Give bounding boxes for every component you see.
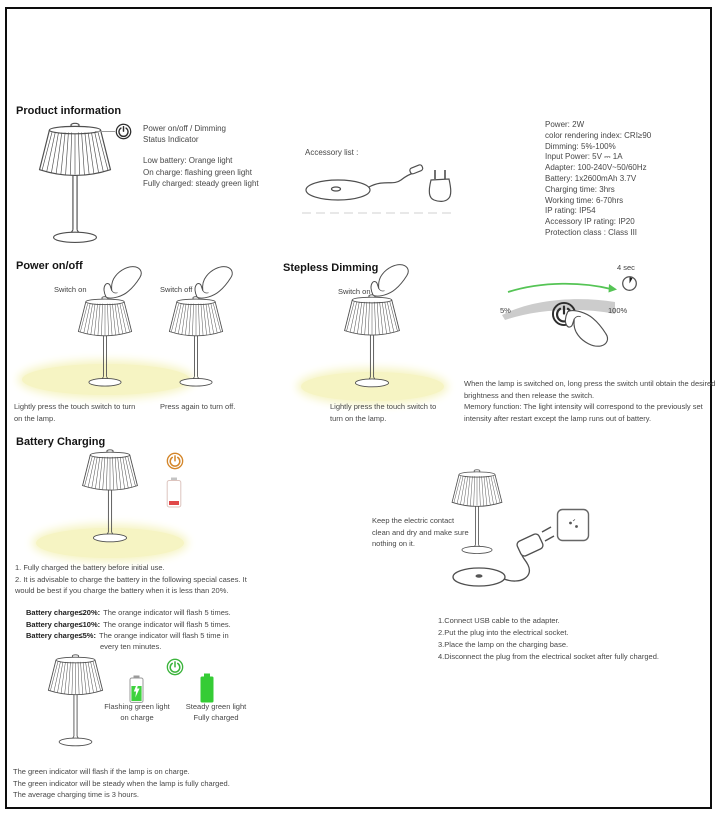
status-note: Fully charged: steady green light bbox=[143, 179, 259, 188]
full-indicator-label: Steady green light Fully charged bbox=[185, 702, 247, 722]
accessory-list-label: Accessory list : bbox=[305, 148, 359, 157]
green-power-indicator-icon bbox=[166, 658, 184, 676]
dimming-description-line: When the lamp is switched on, long press the switch until obtain the desired brightness and then release the switch. bbox=[464, 379, 716, 400]
dimming-direction-arrow bbox=[508, 284, 611, 292]
power-callout bbox=[143, 123, 226, 145]
pressing-hand-icon bbox=[192, 261, 238, 300]
charging-steps bbox=[438, 615, 718, 663]
spec-line: color rendering index: CRI≥90 bbox=[545, 130, 652, 140]
pressing-hand-icon bbox=[101, 261, 147, 300]
battery-level-list bbox=[26, 607, 231, 642]
callout-line bbox=[95, 131, 115, 132]
lamp-off-illustration bbox=[165, 295, 227, 394]
stepless-dimming-title: Stepless Dimming bbox=[283, 262, 379, 274]
cable-and-plug-illustration bbox=[492, 515, 562, 587]
spec-line: Accessory IP rating: IP20 bbox=[545, 217, 635, 227]
switch-on-label: Switch on bbox=[338, 287, 371, 296]
battery-level-continuation: every ten minutes. bbox=[100, 642, 162, 651]
battery-charging-title: Battery Charging bbox=[16, 436, 106, 448]
battery-level-line: Battery charge≤20%: The orange indicator will flash 5 times. bbox=[26, 608, 231, 617]
dimming-memory-note: Memory function: The light intensity will correspond to the previously set intensity after restart except the lamp runs out of battery. bbox=[464, 402, 703, 423]
battery-level-line: Battery charge≤10%: The orange indicator will flash 5 times. bbox=[26, 619, 231, 629]
charging-step: 1.Connect USB cable to the adapter. bbox=[438, 616, 560, 625]
spec-line: Protection class : Class III bbox=[545, 227, 638, 237]
timer-icon bbox=[621, 275, 638, 292]
spec-line: Battery: 1x2600mAh 3.7V bbox=[545, 173, 637, 183]
switch-off-caption: Press again to turn off. bbox=[160, 402, 236, 411]
spec-line: Working time: 6-70hrs bbox=[545, 195, 624, 205]
indicator-footer-notes bbox=[13, 766, 353, 801]
footer-note: The green indicator will flash if the lamp is on charge. bbox=[13, 767, 190, 776]
charging-step: 4.Disconnect the plug from the electrical socket after fully charged. bbox=[438, 652, 659, 661]
product-information-title: Product information bbox=[16, 105, 122, 117]
spec-line: Power: 2W bbox=[545, 120, 585, 129]
dim-max-label: 100% bbox=[608, 306, 628, 315]
dim-min-label: 5% bbox=[500, 306, 511, 315]
orange-power-indicator-icon bbox=[166, 452, 184, 470]
spec-line: Input Power: 5V ⎓ 1A bbox=[545, 152, 623, 162]
wall-socket-icon bbox=[556, 508, 590, 542]
power-button-icon bbox=[115, 123, 132, 140]
power-callout-line: Status Indicator bbox=[143, 135, 199, 144]
battery-level-line: Battery charge≤5%: The orange indicator will flash 5 time in bbox=[26, 631, 229, 640]
lamp-on-illustration bbox=[78, 448, 142, 550]
dimming-description bbox=[464, 378, 716, 424]
charging-step: 2.Put the plug into the electrical socket. bbox=[438, 628, 569, 637]
status-note: On charge: flashing green light bbox=[143, 167, 252, 177]
table-lamp-illustration bbox=[33, 121, 117, 253]
status-note: Low battery: Orange light bbox=[143, 156, 233, 165]
charging-step: 3.Place the lamp on the charging base. bbox=[438, 640, 569, 649]
footer-note: The green indicator will be steady when the lamp is fully charged. bbox=[13, 778, 230, 788]
battery-note: 2. It is advisable to charge the battery in the following special cases. It would be best if you charge the battery when it is less than 20%. bbox=[15, 574, 247, 595]
accessories-illustration bbox=[300, 158, 460, 218]
footer-note: The average charging time is 3 hours. bbox=[13, 790, 139, 799]
press-duration-label: 4 sec bbox=[617, 263, 635, 272]
power-callout-line: Power on/off / Dimming bbox=[143, 124, 226, 133]
lamp-on-illustration bbox=[74, 295, 136, 394]
low-battery-icon bbox=[166, 477, 182, 508]
switch-on-caption: Lightly press the touch switch to turn on the lamp. bbox=[14, 402, 136, 423]
switch-on-label: Switch on bbox=[54, 285, 87, 294]
contact-care-note: Keep the electric contact clean and dry and make sure nothing on it. bbox=[372, 516, 469, 548]
spec-line: Dimming: 5%-100% bbox=[545, 141, 616, 151]
switch-off-label: Switch off bbox=[160, 285, 193, 294]
spec-line: IP rating: IP54 bbox=[545, 206, 596, 216]
power-adapter-illustration bbox=[429, 170, 450, 201]
battery-note: 1. Fully charged the battery before initial use. bbox=[15, 563, 165, 572]
spec-line: Adapter: 100-240V~50/60Hz bbox=[545, 163, 647, 173]
status-indicator-notes bbox=[143, 155, 259, 190]
battery-notes bbox=[15, 562, 265, 597]
spec-list bbox=[545, 120, 651, 239]
charging-indicator-label: Flashing green light on charge bbox=[104, 702, 170, 722]
power-onoff-title: Power on/off bbox=[16, 260, 83, 272]
pressing-hand-icon bbox=[368, 259, 414, 298]
long-press-hand-icon bbox=[562, 308, 614, 353]
spec-line: Charging time: 3hrs bbox=[545, 184, 615, 194]
full-battery-icon bbox=[199, 673, 215, 703]
charging-battery-icon bbox=[129, 675, 144, 703]
dimming-switch-caption: Lightly press the touch switch to turn on the lamp. bbox=[330, 402, 437, 423]
lamp-on-illustration bbox=[340, 293, 404, 395]
